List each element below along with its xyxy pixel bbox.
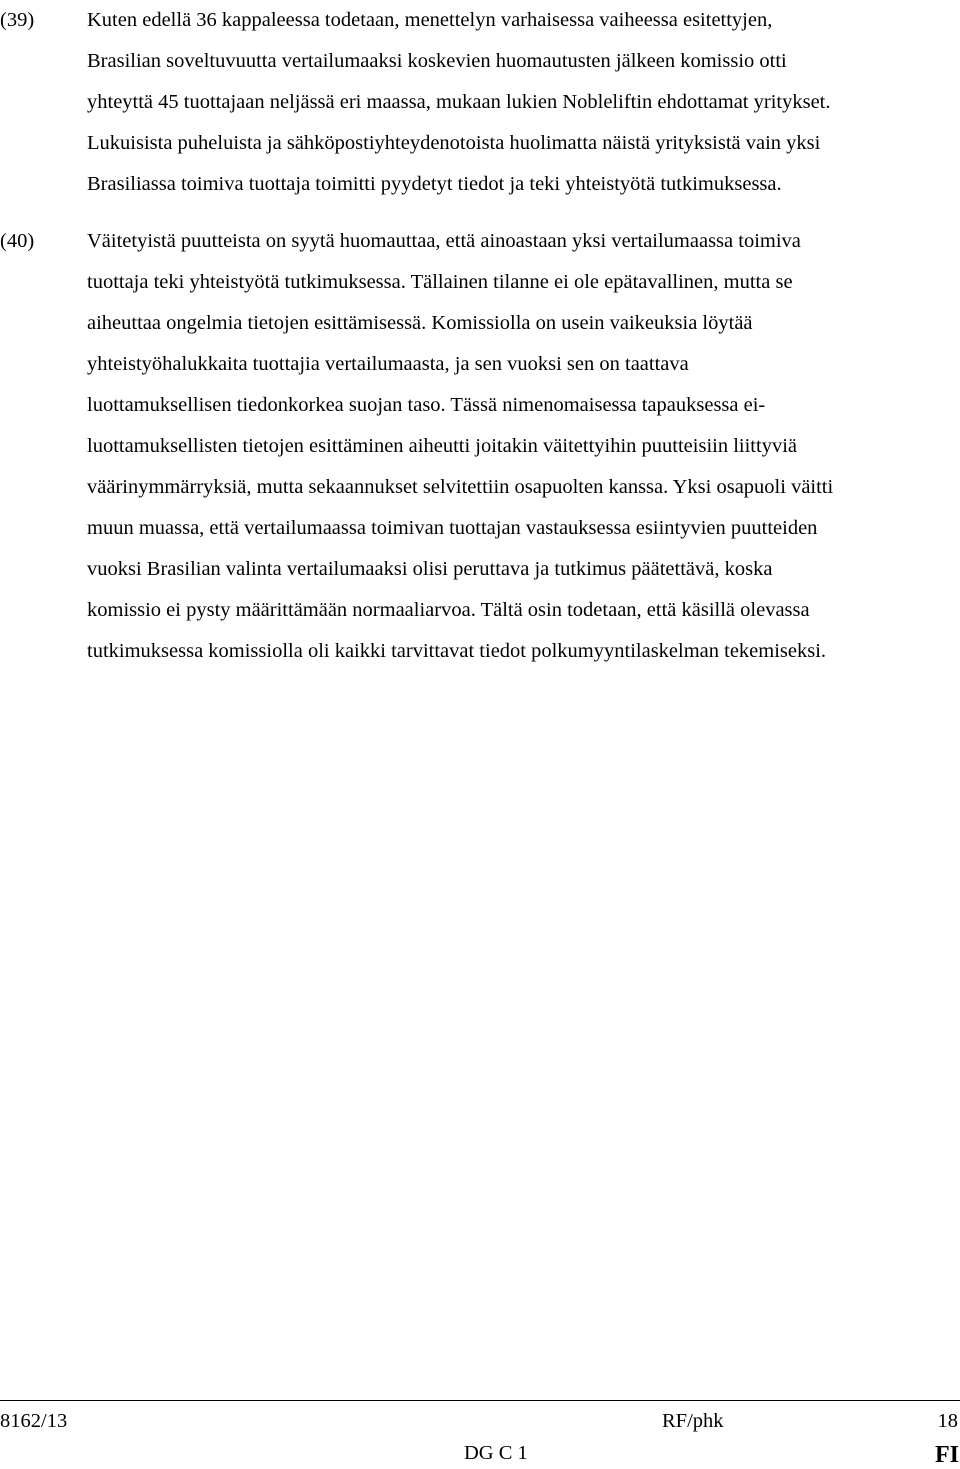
paragraph-text [87,0,831,205]
text-line: Brasilian soveltuvuutta vertailumaaksi koskevien huomautusten jälkeen komissio otti [87,50,787,72]
text-line: Kuten edellä 36 kappaleessa todetaan, menettelyn varhaisessa vaiheessa esitettyjen, [87,9,773,31]
text-line: Lukuisista puheluista ja sähköpostiyhteydenotoista huolimatta näistä yrityksistä vain yksi [87,132,821,154]
author-initials: RF/phk [662,1410,724,1432]
text-line: Väitetyistä puutteista on syytä huomauttaa, että ainoastaan yksi vertailumaassa toimiva [87,230,801,252]
directorate-code: DG C 1 [464,1442,528,1464]
document-reference: 8162/13 [0,1410,68,1432]
paragraph-number: (39) [0,9,35,31]
text-line: luottamuksellisten tietojen esittäminen aiheutti joitakin väitettyihin puutteisiin liittyviä [87,435,797,457]
text-line: luottamuksellisen tiedonkorkea suojan taso. Tässä nimenomaisessa tapauksessa ei- [87,394,766,416]
page-number: 18 [937,1410,958,1432]
footer-divider [0,1400,960,1401]
language-code: FI [935,1442,959,1468]
text-line: yhteistyöhalukkaita tuottajia vertailumaasta, ja sen vuoksi sen on taattava [87,353,689,375]
text-line: vuoksi Brasilian valinta vertailumaaksi olisi peruttava ja tutkimus päätettävä, koska [87,558,773,580]
text-line: väärinymmärryksiä, mutta sekaannukset selvitettiin osapuolten kanssa. Yksi osapuoli väitti [87,476,834,498]
paragraph-text [87,221,833,672]
text-line: tuottaja teki yhteistyötä tutkimuksessa. Tällainen tilanne ei ole epätavallinen, mutta se [87,271,793,293]
text-line: komissio ei pysty määrittämään normaaliarvoa. Tältä osin todetaan, että käsillä olevassa [87,599,810,621]
text-line: tutkimuksessa komissiolla oli kaikki tarvittavat tiedot polkumyyntilaskelman tekemiseksi. [87,640,827,662]
text-line: muun muassa, että vertailumaassa toimivan tuottajan vastauksessa esiintyvien puutteiden [87,517,818,539]
paragraph-number: (40) [0,230,35,252]
text-line: Brasiliassa toimiva tuottaja toimitti pyydetyt tiedot ja teki yhteistyötä tutkimuksessa. [87,173,782,195]
text-line: aiheuttaa ongelmia tietojen esittämisessä. Komissiolla on usein vaikeuksia löytää [87,312,753,334]
text-line: yhteyttä 45 tuottajaan neljässä eri maassa, mukaan lukien Nobleliftin ehdottamat yritykset. [87,91,831,113]
